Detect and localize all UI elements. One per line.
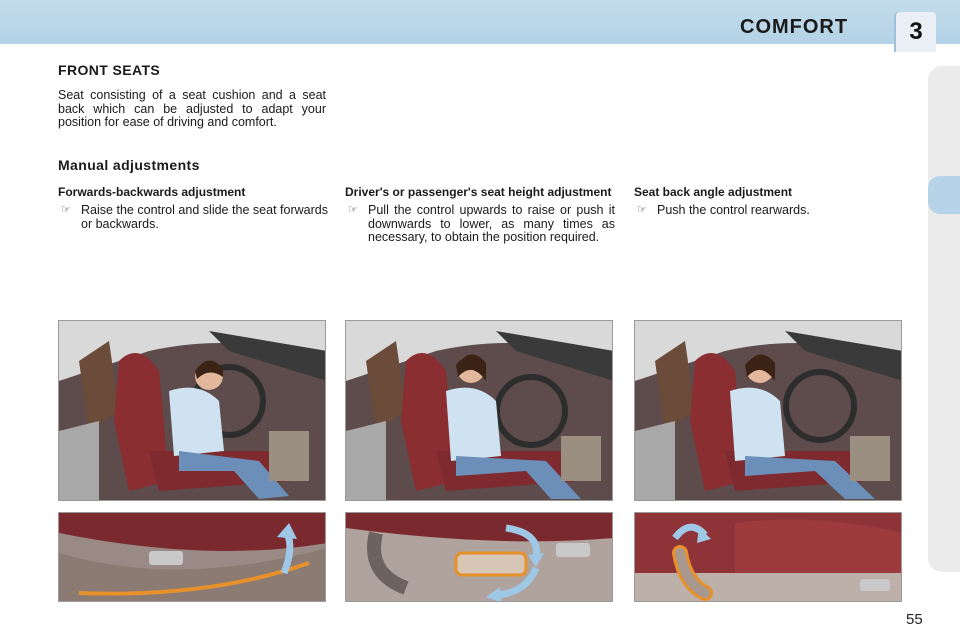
chapter-tab	[896, 12, 936, 52]
intro-paragraph: Seat consisting of a seat cushion and a seat back which can be adjusted to adapt your position for ease of driving and comfort.	[58, 88, 326, 129]
section-title: FRONT SEATS	[58, 62, 161, 78]
pointing-hand-icon: ☞	[637, 204, 647, 216]
page-number: 55	[906, 611, 923, 628]
column-seat-height	[345, 186, 615, 245]
subsection-title: Manual adjustments	[58, 157, 200, 173]
seat-illustration-forwards-backwards	[58, 320, 326, 501]
instruction-text: Pull the control upwards to raise or push it downwards to lower, as many times as necessary, to obtain the position required.	[368, 203, 615, 244]
column-forwards-backwards	[58, 186, 328, 231]
side-rail	[928, 66, 960, 572]
column-heading: Seat back angle adjustment	[634, 185, 793, 199]
column-heading: Driver's or passenger's seat height adjustment	[345, 185, 612, 199]
instruction-text: Push the control rearwards.	[657, 203, 810, 217]
chapter-marker	[928, 176, 960, 214]
detail-forwards-backwards-control	[58, 512, 326, 602]
chapter-number: 3	[909, 18, 923, 45]
instruction-step	[345, 204, 615, 245]
seat-illustration-height	[345, 320, 613, 501]
instruction-step	[634, 204, 904, 218]
pointing-hand-icon: ☞	[61, 204, 71, 216]
detail-back-angle-control	[634, 512, 902, 602]
instruction-step	[58, 204, 328, 231]
chapter-title: COMFORT	[740, 16, 849, 38]
column-seat-back-angle	[634, 186, 904, 218]
detail-height-control	[345, 512, 613, 602]
pointing-hand-icon: ☞	[348, 204, 358, 216]
instruction-text: Raise the control and slide the seat forwards or backwards.	[81, 203, 328, 231]
column-heading: Forwards-backwards adjustment	[58, 185, 246, 199]
seat-illustration-back-angle	[634, 320, 902, 501]
